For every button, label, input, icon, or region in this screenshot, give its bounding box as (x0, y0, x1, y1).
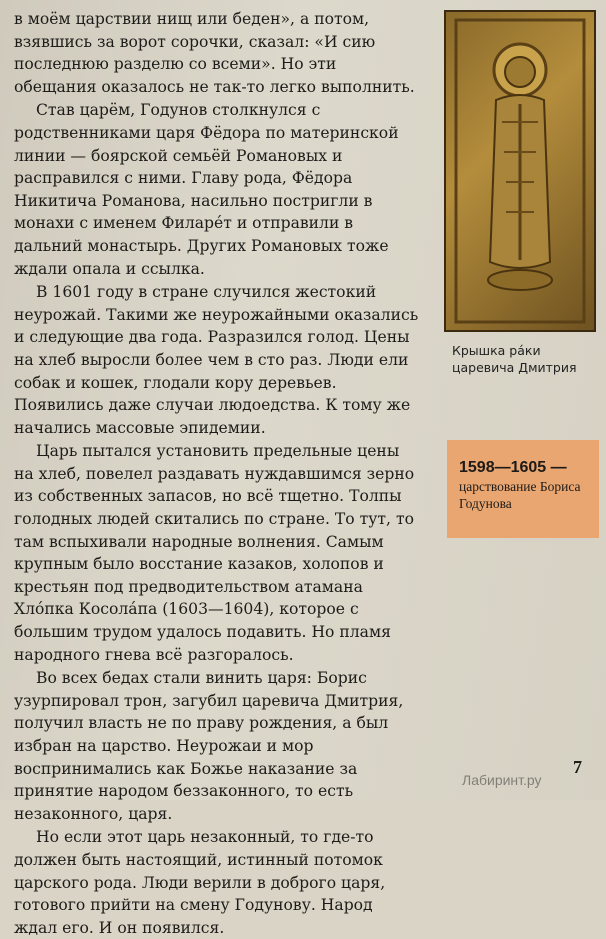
main-text (14, 8, 420, 939)
date-box (447, 440, 599, 538)
paragraph-6: Но если этот царь незаконный, то где-то должен быть настоящий, истинный потомок царского рода. Люди верили в доброго царя, готового прийти на смену Годунову. Народ ждал его. И он появился. (14, 828, 386, 937)
image-caption: Крышка рáки царевича Дмитрия (452, 343, 577, 375)
watermark: Лабиринт.ру (462, 772, 542, 788)
paragraph-4: Царь пытался установить предельные цены на хлеб, повелел раздавать нуждавшимся зерно из собственных запасов, но всё тщетно. Толпы голодных людей скитались по стране. То тут, то там вспыхивали народные волнения. Самым крупным было восстание казаков, холопов и крестьян под предводительством атамана Хлóпка Косолáпа (1603—1604), которое с большим трудом удалось подавить. Но пламя народного гнева всё разгоралось. (14, 442, 415, 664)
paragraph-3: В 1601 году в стране случился жестокий неурожай. Такими же неурожайными оказались и следующие два года. Разразился голод. Цены на хлеб выросли более чем в сто раз. Люди ели собак и кошек, глодали кору деревьев. Появились даже случаи людоедства. К тому же начались массовые эпидемии. (14, 283, 419, 437)
reliquary-lid-image (444, 10, 596, 332)
relief-figure-icon (446, 12, 594, 330)
paragraph-1: в моём царствии нищ или беден», а потом, взявшись за ворот сорочки, сказал: «И сию последнюю разделю со всеми». Но эти обещания оказалось не так-то легко выполнить. (14, 10, 415, 96)
page-number: 7 (573, 757, 582, 777)
paragraph-5: Во всех бедах стали винить царя: Борис узурпировал трон, загубил царевича Дмитрия, получил власть не по праву рождения, а был избран на царство. Неурожаи и мор воспринимались как Божье наказание за принятие народом беззаконного, то есть незаконного, царя. (14, 669, 404, 823)
date-box-description: царствование Бориса Годунова (459, 479, 581, 511)
date-box-years: 1598—1605 — (459, 459, 567, 476)
paragraph-2: Став царём, Годунов столкнулся с родственниками царя Фёдора по материнской линии — боярской семьёй Романовых и расправился с ними. Главу рода, Фёдора Никитича Романова, насильно постригли в монахи с именем Филарéт и отправили в дальний монастырь. Других Романовых тоже ждали опала и ссылка. (14, 101, 399, 278)
